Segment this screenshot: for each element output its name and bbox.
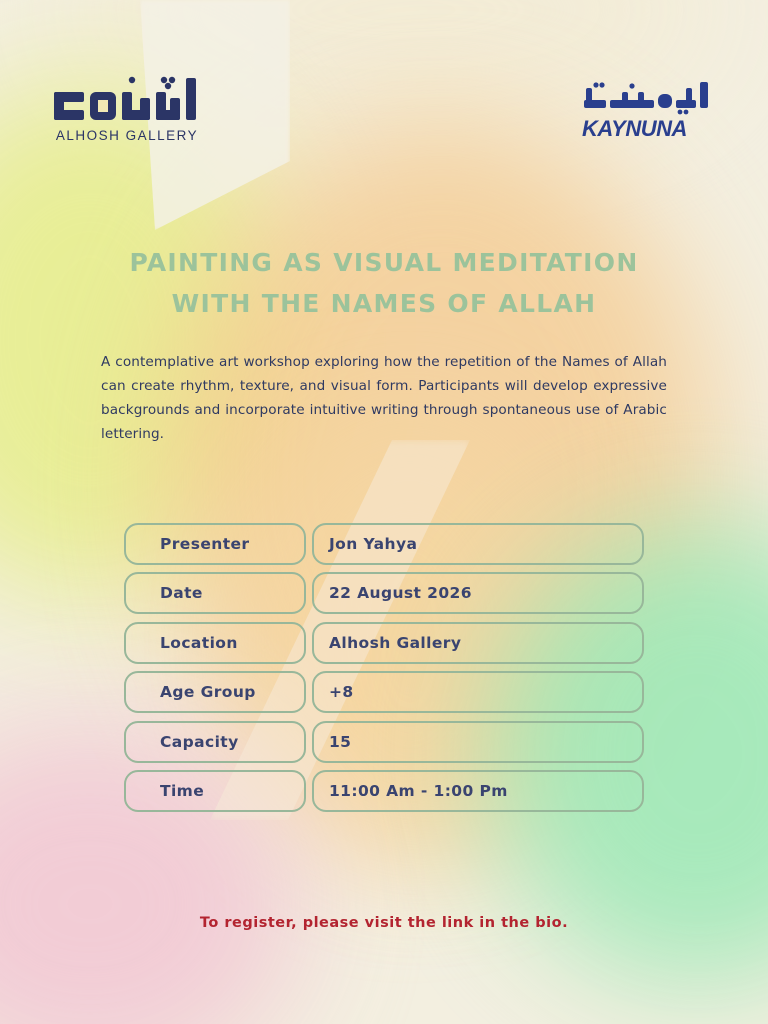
detail-row-age-group bbox=[124, 671, 644, 713]
detail-label: Time bbox=[124, 770, 306, 812]
kaynuna-wordmark: KAYNUNA bbox=[582, 116, 687, 141]
detail-value: 11:00 Am - 1:00 Pm bbox=[312, 770, 644, 812]
alhosh-gallery-subtitle: ALHOSH GALLERY bbox=[55, 128, 199, 143]
detail-row-location bbox=[124, 622, 644, 664]
detail-value: +8 bbox=[312, 671, 644, 713]
detail-value: Jon Yahya bbox=[312, 523, 644, 565]
detail-row-date bbox=[124, 572, 644, 614]
detail-value: 22 August 2026 bbox=[312, 572, 644, 614]
detail-label: Presenter bbox=[124, 523, 306, 565]
detail-value: Alhosh Gallery bbox=[312, 622, 644, 664]
event-title bbox=[60, 242, 708, 324]
detail-label: Location bbox=[124, 622, 306, 664]
detail-row-capacity bbox=[124, 721, 644, 763]
event-details-table bbox=[124, 523, 644, 819]
kaynuna-logo bbox=[582, 80, 712, 142]
alhosh-arabic-logo-mark bbox=[52, 74, 202, 122]
detail-label: Age Group bbox=[124, 671, 306, 713]
detail-row-presenter bbox=[124, 523, 644, 565]
detail-label: Date bbox=[124, 572, 306, 614]
registration-note: To register, please visit the link in the bio. bbox=[199, 915, 569, 931]
title-line-2: WITH THE NAMES OF ALLAH bbox=[171, 289, 597, 318]
kaynuna-arabic-logo-mark bbox=[582, 80, 712, 116]
detail-row-time bbox=[124, 770, 644, 812]
detail-value: 15 bbox=[312, 721, 644, 763]
event-description: A contemplative art workshop exploring how the repetition of the Names of Allah can create rhythm, texture, and visual form. Participants will develop expressive backgrounds and incorporate intuitive writing through spontaneous use of Arabic lettering. bbox=[101, 354, 667, 442]
title-line-1: PAINTING AS VISUAL MEDITATION bbox=[129, 248, 639, 277]
detail-label: Capacity bbox=[124, 721, 306, 763]
alhosh-gallery-logo bbox=[52, 74, 202, 144]
